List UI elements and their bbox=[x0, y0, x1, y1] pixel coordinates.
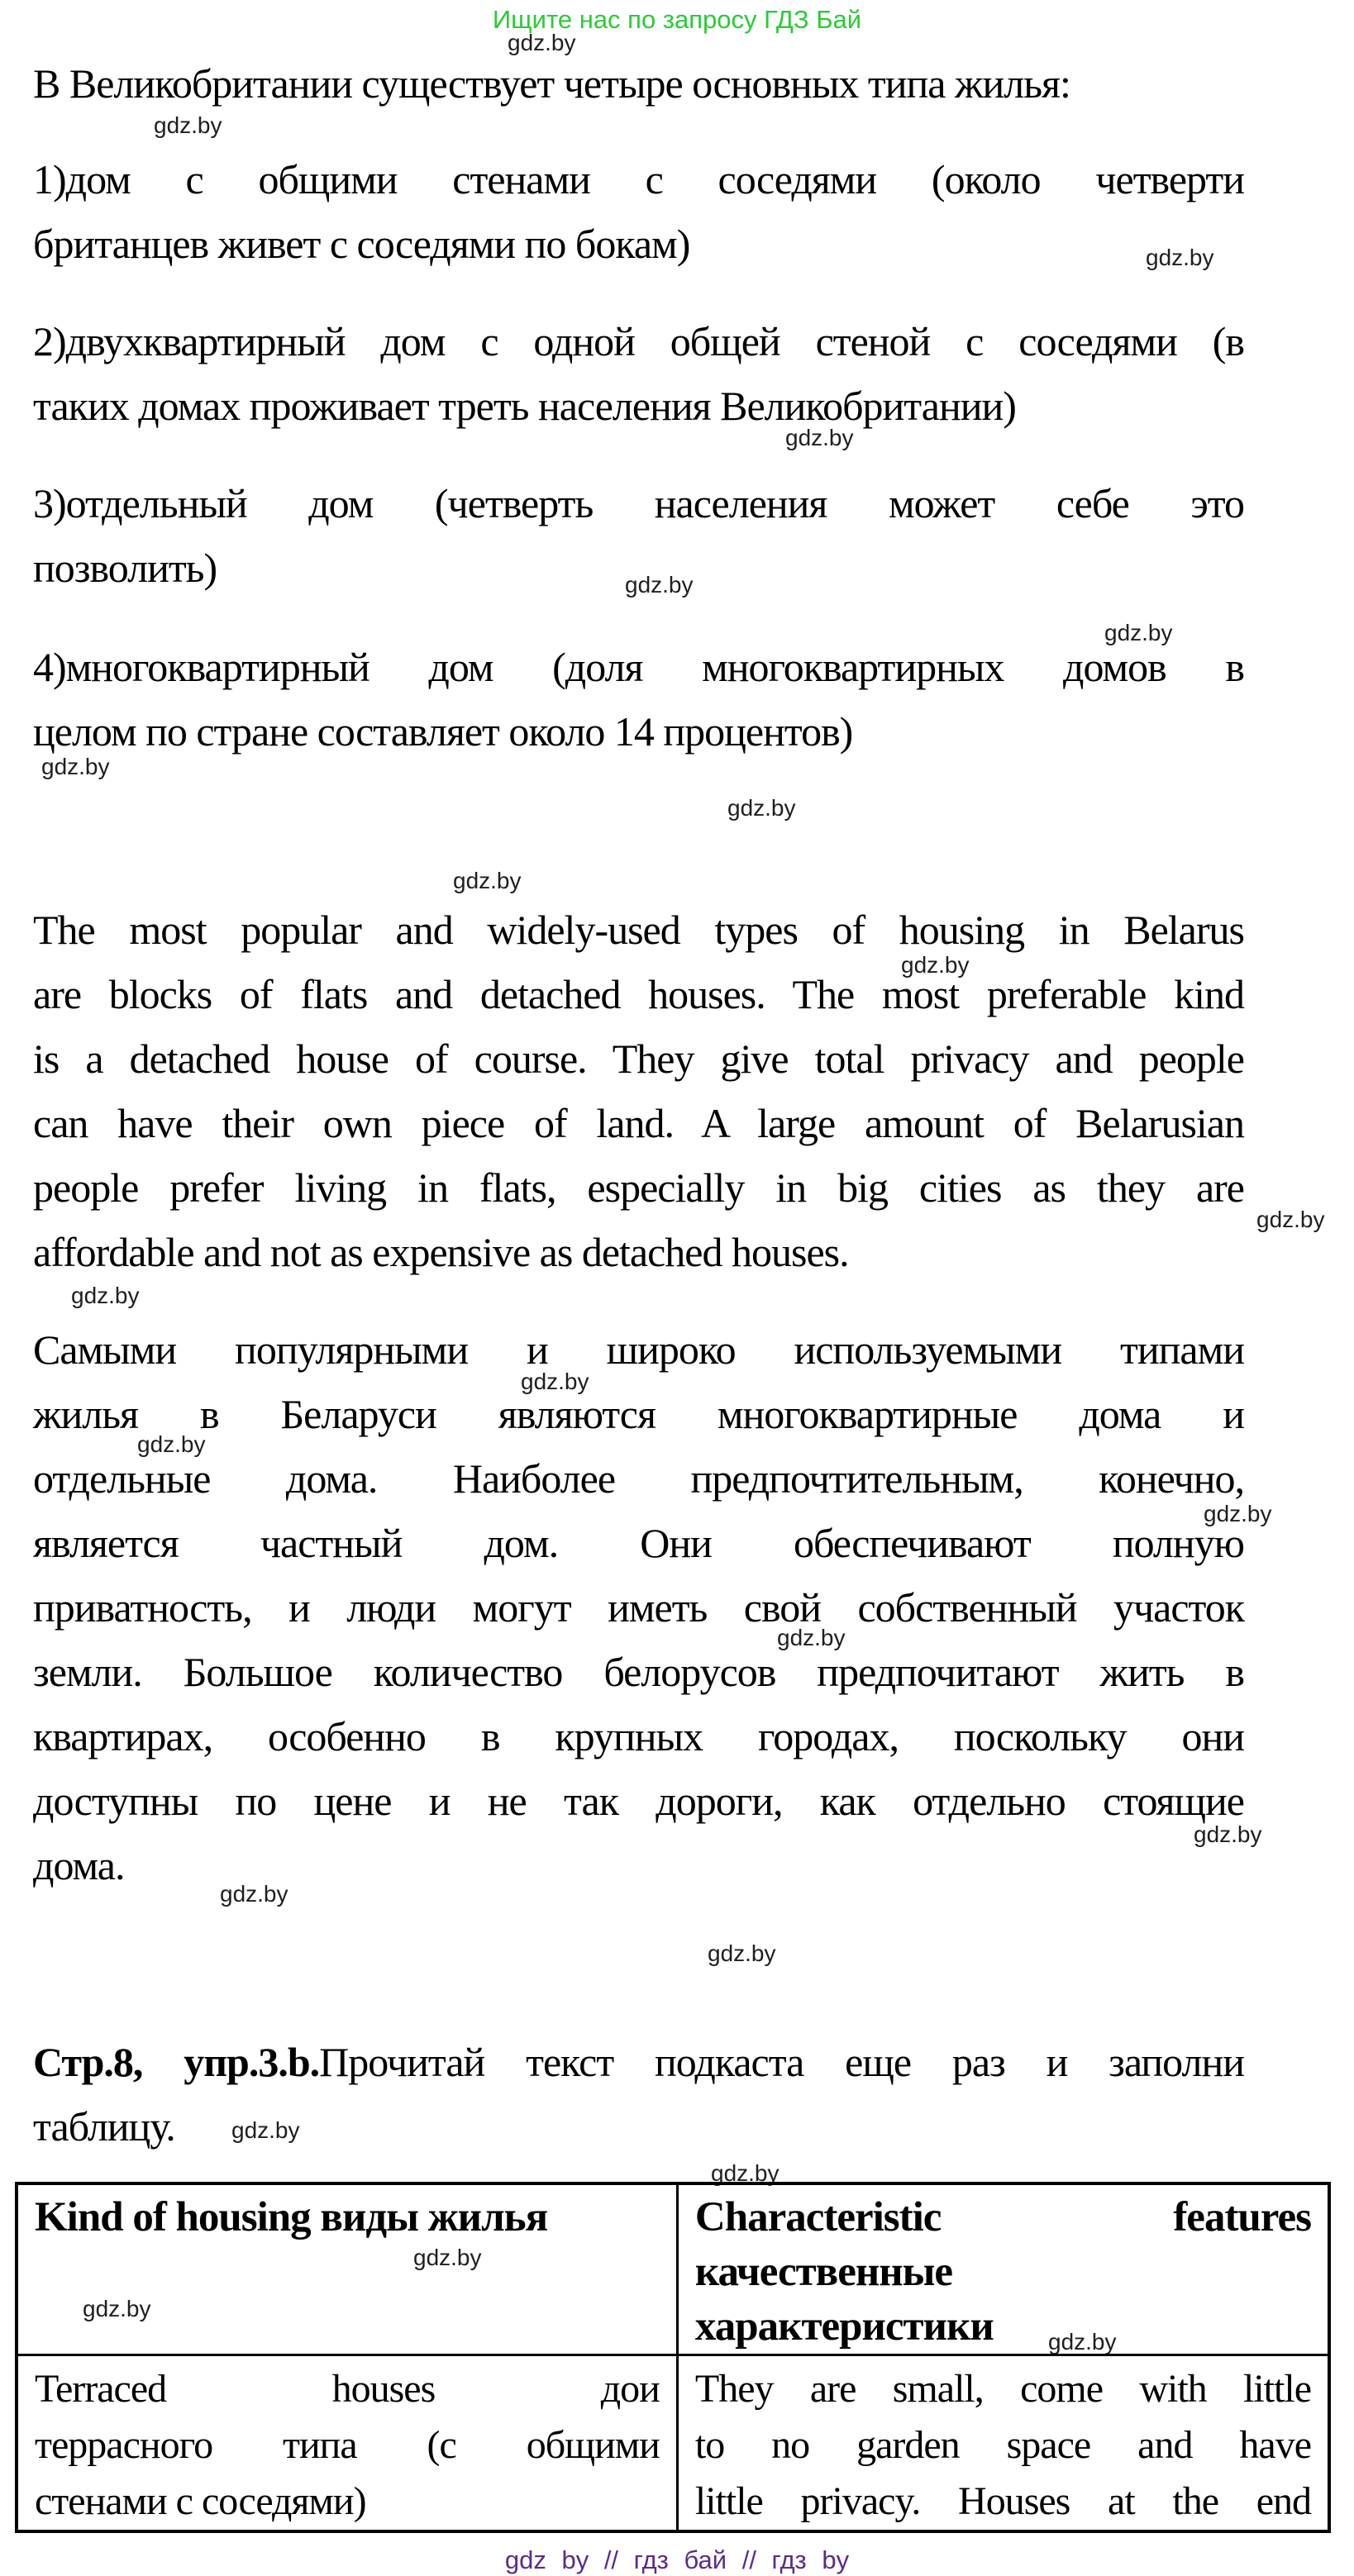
text-line: таких домах проживает треть населения Великобритании) bbox=[33, 383, 1016, 429]
table-row bbox=[17, 2355, 1329, 2532]
table-cell-kind bbox=[17, 2355, 677, 2532]
paragraph-item-3 bbox=[33, 471, 1244, 600]
gdzby-watermark: gdz.by bbox=[1104, 620, 1173, 645]
table-cell-features bbox=[677, 2355, 1329, 2532]
gdzby-watermark: gdz.by bbox=[785, 425, 854, 450]
text-line: стенами с соседями) bbox=[35, 2479, 366, 2523]
text-line: таблицу. bbox=[33, 2103, 175, 2150]
gdzby-watermark: gdz.by bbox=[231, 2117, 300, 2143]
gdzby-watermark: gdz.by bbox=[521, 1369, 589, 1394]
exercise-number: Стр.8, упр.3.b. bbox=[33, 2039, 320, 2085]
text-line bbox=[33, 2030, 1244, 2094]
text-line: little privacy. Houses at the end bbox=[694, 2479, 1311, 2523]
gdzby-watermark: gdz.by bbox=[625, 572, 694, 598]
text-line: are blocks of flats and detached houses. The most preferable kind bbox=[33, 971, 1244, 1017]
gdzby-watermark: gdz.by bbox=[711, 2160, 780, 2186]
gdzby-watermark: gdz.by bbox=[154, 112, 222, 138]
text-line: is a detached house of course. They give total privacy and people bbox=[33, 1036, 1244, 1082]
text-line: Terraced houses дои bbox=[35, 2367, 660, 2411]
text-line: жилья в Беларуси являются многоквартирные дома и bbox=[33, 1391, 1244, 1437]
gdzby-watermark: gdz.by bbox=[83, 2296, 151, 2321]
text-line: people prefer living in flats, especially in big cities as they are bbox=[33, 1164, 1244, 1211]
text-line: to no garden space and have bbox=[694, 2423, 1311, 2467]
gdzby-watermark: gdz.by bbox=[1146, 245, 1214, 270]
text-line: 4)многоквартирный дом (доля многоквартирных домов в bbox=[33, 644, 1244, 690]
gdzby-watermark: gdz.by bbox=[41, 754, 110, 779]
gdzby-watermark: gdz.by bbox=[508, 30, 576, 55]
text-line: 2)двухквартирный дом с одной общей стеной с соседями (в bbox=[33, 318, 1244, 364]
footer-branding: gdz by // гдз бай // гдз by bbox=[504, 2545, 850, 2574]
text-line: Самыми популярными и широко используемыми типами bbox=[33, 1326, 1244, 1373]
table-header-features-cell bbox=[677, 2183, 1329, 2355]
gdzby-watermark: gdz.by bbox=[708, 1940, 776, 1966]
gdzby-watermark: gdz.by bbox=[1194, 1821, 1262, 1847]
text-line: The most popular and widely-used types of housing in Belarus bbox=[33, 907, 1244, 953]
text-line: характеристики bbox=[694, 2303, 994, 2350]
paragraph-intro bbox=[33, 51, 1244, 116]
text-line: affordable and not as expensive as detached houses. bbox=[33, 1229, 849, 1275]
text-line: качественные bbox=[694, 2249, 953, 2295]
text-line: 1)дом с общими стенами с соседями (около четверти bbox=[33, 156, 1244, 202]
gdzby-watermark: gdz.by bbox=[71, 1283, 140, 1308]
text-line: доступны по цене и не так дороги, как отдельно стоящие bbox=[33, 1778, 1244, 1824]
text-line: They are small, come with little bbox=[694, 2367, 1311, 2411]
promo-banner: Ищите нас по запросу ГДЗ Бай bbox=[492, 5, 862, 34]
text-line: отдельные дома. Наиболее предпочтительным, конечно, bbox=[33, 1455, 1244, 1502]
text-line: квартирах, особенно в крупных городах, поскольку они bbox=[33, 1713, 1244, 1759]
text-line: является частный дом. Они обеспечивают полную bbox=[33, 1520, 1244, 1566]
text-line: Kind of housing виды жилья bbox=[35, 2194, 548, 2240]
gdzby-watermark: gdz.by bbox=[777, 1625, 846, 1650]
text-line: приватность, и люди могут иметь свой собственный участок bbox=[33, 1584, 1244, 1631]
table-header-row bbox=[17, 2183, 1329, 2355]
text-line: террасного типа (с общими bbox=[35, 2423, 660, 2467]
paragraph-item-4 bbox=[33, 635, 1244, 764]
text-line: В Великобритании существует четыре основных типа жилья: bbox=[33, 60, 1070, 107]
exercise-heading bbox=[33, 2030, 1244, 2159]
housing-table bbox=[15, 2182, 1331, 2533]
text-line: 3)отдельный дом (четверть населения может себе это bbox=[33, 480, 1244, 526]
paragraph-english bbox=[33, 898, 1244, 1284]
table-header-kind-cell bbox=[17, 2183, 677, 2355]
gdzby-watermark: gdz.by bbox=[453, 868, 522, 893]
gdzby-watermark: gdz.by bbox=[727, 795, 796, 821]
paragraph-item-1 bbox=[33, 147, 1244, 276]
gdzby-watermark: gdz.by bbox=[1048, 2329, 1117, 2355]
gdzby-watermark: gdz.by bbox=[137, 1431, 206, 1457]
text-line: Characteristic features bbox=[694, 2194, 1311, 2240]
paragraph-item-2 bbox=[33, 309, 1244, 438]
gdzby-watermark: gdz.by bbox=[1204, 1501, 1272, 1526]
text-line: земли. Большое количество белорусов предпочитают жить в bbox=[33, 1649, 1244, 1695]
gdzby-watermark: gdz.by bbox=[901, 952, 970, 978]
text-line: британцев живет с соседями по бокам) bbox=[33, 221, 690, 267]
exercise-task: Прочитай текст подкаста еще раз и заполни bbox=[319, 2039, 1244, 2085]
gdzby-watermark: gdz.by bbox=[1256, 1207, 1325, 1232]
text-line: дома. bbox=[33, 1842, 125, 1888]
paragraph-russian bbox=[33, 1317, 1244, 1897]
gdzby-watermark: gdz.by bbox=[413, 2245, 482, 2270]
gdzby-watermark: gdz.by bbox=[220, 1881, 288, 1907]
text-line: позволить) bbox=[33, 545, 217, 591]
text-line: целом по стране составляет около 14 процентов) bbox=[33, 708, 853, 755]
text-line: can have their own piece of land. A large amount of Belarusian bbox=[33, 1100, 1244, 1146]
